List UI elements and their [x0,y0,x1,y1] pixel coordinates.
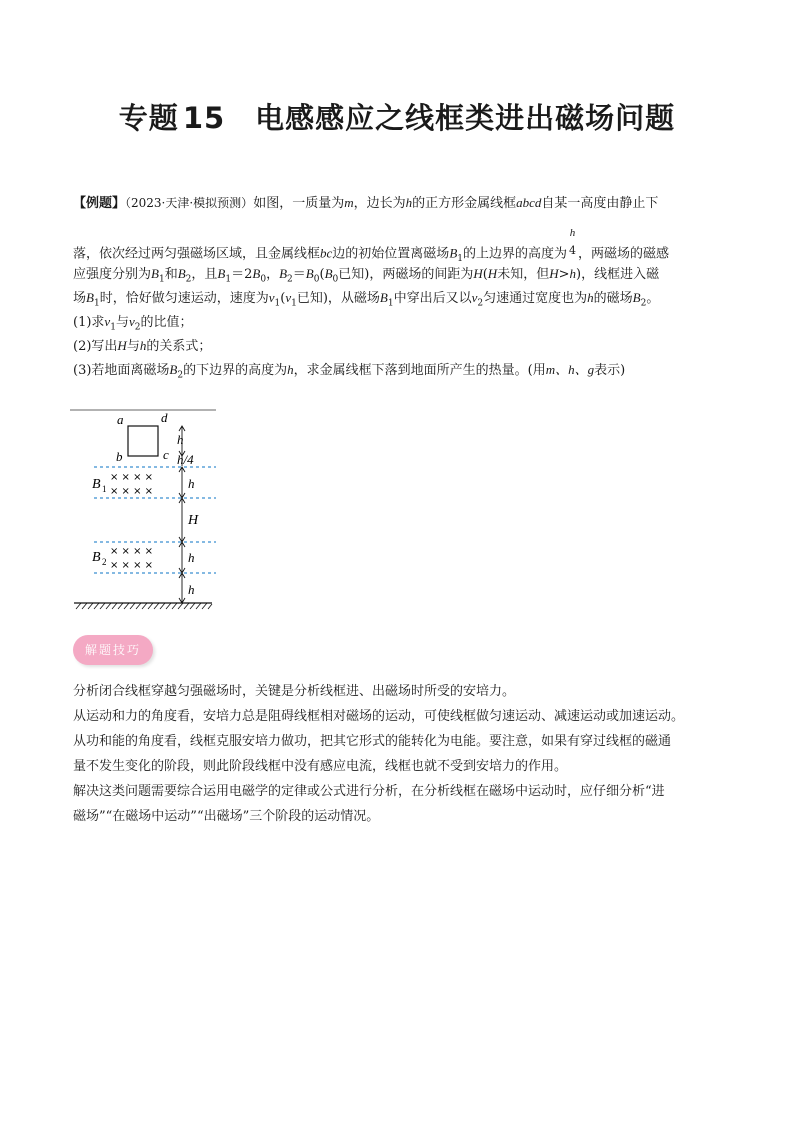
dim-h-label: h [188,582,195,597]
var-m: m [344,195,354,210]
text-span: ，求金属线框下落到地面所产生的热量。(用 [293,363,546,378]
b1-label: B [92,477,101,492]
sub-1: 1 [274,298,281,309]
tips-paragraph-4a: 解决这类问题需要综合运用电磁学的定律或公式进行分析，在分析线框在磁场中运动时，应仔细分析“进 [73,784,665,799]
text-span: )，线框进入磁 [576,267,660,282]
text-span: ＝ [292,267,306,282]
corner-a-label: a [117,412,124,427]
var-h: h [587,290,594,305]
text-span: 与 [115,315,129,330]
text-span: 的关系式； [146,339,212,354]
dim-H-label: H [188,513,199,528]
wire-frame [128,426,158,456]
dim-gap-label: h/4 [177,452,194,467]
corner-b-label: b [116,449,123,464]
var-v1: v [285,290,292,305]
text-span: 中穿出后又以 [393,291,472,306]
text-span: 的下边界的高度为 [183,363,288,378]
field-cross-row: × × × × [110,546,154,557]
var-v2: v [471,290,478,305]
b2-label: B [92,550,101,565]
b2-subscript: 2 [102,557,107,567]
sub-2: 2 [177,370,184,381]
text-span: 自某一高度由静止下 [541,196,659,211]
var-B2: B [632,290,641,305]
example-line-4: 场$B_1$时，恰好做匀速运动，速度为$v_1(v_1$已知)，从磁场$B_1$中穿出后又以$v_2$匀速通过宽度也为h的磁场$B_2$。 [73,290,660,309]
text-span: ，两磁场的磁感 [578,246,670,262]
dim-h-label: h [177,432,184,447]
var-h: h [405,195,413,210]
var-H: H [487,266,498,281]
text-span: (2)写出 [73,339,118,354]
text-span: 的正方形金属线框 [412,196,517,211]
sub-0: 0 [260,274,267,285]
text-span: (3)若地面离磁场 [73,363,170,378]
var-B1: B [151,266,159,281]
dim-h-label: h [188,476,195,491]
text-span: 未知，但 [497,267,550,282]
title-prefix: 专题 [118,101,179,135]
b1-subscript: 1 [102,484,107,494]
var-B2: B [169,362,178,377]
example-line-1 [73,193,733,214]
title-text: 电感感应之线框类进出磁场问题 [255,101,676,135]
text-span: 已知)，从磁场 [296,291,380,306]
var-B1: B [86,290,94,305]
ground-hatch [76,603,212,609]
var-v2: v [128,314,135,329]
sub-2: 2 [640,298,647,309]
example-source: （2023·天津·模拟预测） [125,196,254,210]
field-cross-row: × × × × [110,472,154,483]
fraction-h-over-4 [569,228,576,256]
sub-2: 2 [477,298,484,309]
tips-paragraph-4b: 磁场”“在磁场中运动”“出磁场”三个阶段的运动情况。 [73,809,380,824]
text-span: 表示) [594,363,626,378]
tips-badge: 解题技巧 [73,635,153,665]
question-3 [73,360,733,386]
var-abcd: abcd [516,195,542,210]
frac-denominator: 4 [569,244,577,257]
text-span: 应强度分别为 [73,267,152,282]
text-span: 和 [164,267,178,282]
text-span: 边的初始位置离磁场 [332,246,450,262]
sub-2: 2 [185,274,192,285]
example-tag: 【例题】 [73,196,126,211]
text-span: 的比值； [140,315,193,330]
example-line-3: 应强度分别为$B_1$和$B_2$，且$B_1=2B_0$，$B_2=B_0(B_0$已知)，两磁场的间距为H(H未知，但H>h)，线框进入磁 [73,266,660,285]
tips-paragraph-1: 分析闭合线框穿越匀强磁场时，关键是分析线框进、出磁场时所受的安培力。 [73,684,516,699]
var-h: h [139,338,147,353]
field-cross-row: × × × × [110,560,154,571]
text-span: 的上边界的高度为 [463,246,568,262]
field-cross-row: × × × × [110,486,154,497]
question-2 [73,336,733,357]
text-span: 的磁场 [593,291,633,306]
sub-1: 1 [225,274,232,285]
tips-paragraph-3a: 从功和能的角度看，线框克服安培力做功，把其它形式的能转化为电能。要注意，如果有穿过线框的磁通 [73,734,672,749]
var-B1: B [379,290,388,305]
text-span: 落，依次经过两匀强磁场区域，且金属线框 [73,246,321,262]
text-span: 时，恰好做匀速运动，速度为 [99,291,269,306]
var-B2: B [279,266,288,281]
var-h: h [287,362,294,377]
text-span: 已知)，两磁场的间距为 [338,267,474,282]
corner-d-label: d [161,410,168,425]
sub-1: 1 [93,298,100,309]
text-span: 如图，一质量为 [253,196,345,211]
var-v1: v [104,314,111,329]
sub-1: 1 [291,298,297,309]
var-B1: B [449,245,458,261]
var-B2: B [177,266,186,281]
sub-2: 2 [134,322,141,333]
var-H: H [117,338,127,353]
text-span: > [558,267,570,282]
text-span: 场 [73,291,87,306]
tips-paragraph-2: 从运动和力的角度看，安培力总是阻碍线框相对磁场的运动，可使线框做匀速运动、减速运动或加速运动。 [73,709,685,724]
title-number: 15 [182,101,226,135]
var-h: h [569,266,576,281]
var-B0: B [305,266,314,281]
var-v1: v [268,290,275,305]
physics-figure [70,404,220,614]
var-B1: B [217,266,226,281]
question-1 [73,312,733,338]
tips-paragraph-3b: 量不发生变化的阶段，则此阶段线框中没有感应电流，线框也就不受到安培力的作用。 [73,759,568,774]
text-span: 匀速通过宽度也为 [483,291,588,306]
text-span: ＝2 [231,267,253,282]
var-H: H [549,266,559,281]
sub-1: 1 [387,298,394,309]
frac-numerator: h [569,227,576,239]
text-span: (1)求 [73,315,105,330]
dim-h-label: h [188,550,195,565]
sub-1: 1 [110,322,116,333]
sub-1: 1 [158,274,165,285]
corner-c-label: c [163,447,169,462]
var-bc: bc [320,245,333,261]
text-span: ，边长为 [353,196,406,211]
var-H: H [473,266,483,281]
page-title [0,96,794,137]
var-B0: B [324,266,333,281]
sub-0: 0 [313,274,320,285]
sub-0: 0 [332,274,339,285]
var-list: m、h、g [545,362,595,377]
sub-2: 2 [287,274,293,285]
var-B0: B [252,266,261,281]
text-span: 与 [126,339,140,354]
sub-1: 1 [457,254,463,265]
text-span: ，且 [191,267,218,282]
